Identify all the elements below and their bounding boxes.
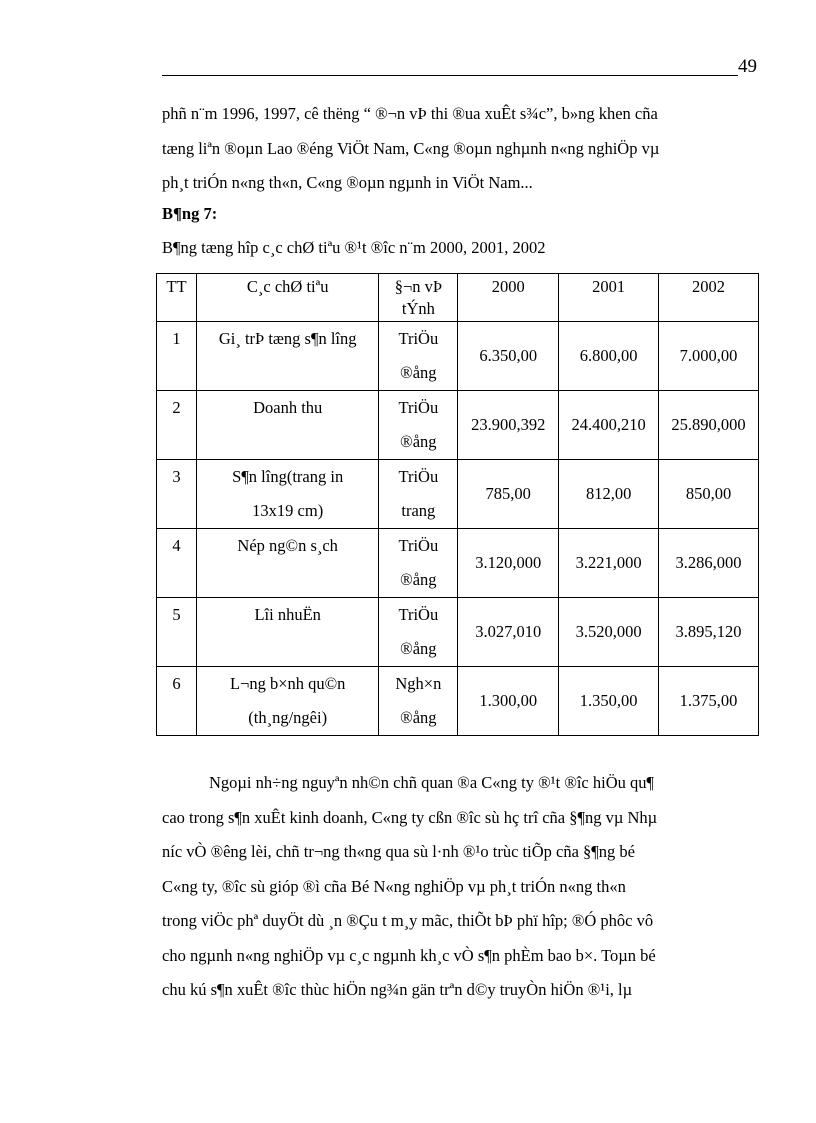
unit-line1: Ngh×n bbox=[395, 674, 442, 693]
cell-unit bbox=[379, 667, 458, 736]
cell-unit bbox=[379, 598, 458, 667]
text-line: ph¸t triÓn n«ng th«n, C«ng ®oµn ngµnh in ViÖt Nam... bbox=[162, 173, 533, 192]
indicator-line2: 13x19 cm) bbox=[252, 501, 324, 520]
cell-2001: 812,00 bbox=[559, 460, 659, 529]
unit-line1: TriÖu bbox=[398, 398, 439, 417]
cell-unit bbox=[379, 322, 458, 391]
cell-2002: 7.000,00 bbox=[659, 322, 759, 391]
header-unit-line2: tÝnh bbox=[401, 299, 435, 318]
header-tt: TT bbox=[157, 274, 197, 322]
table-label: B¶ng 7: bbox=[162, 204, 218, 223]
cell-unit bbox=[379, 460, 458, 529]
table-row bbox=[157, 667, 759, 736]
text-line: Ngoµi nh÷ng nguyªn nh©n chñ quan ®a C«ng ty ®¹t ®îc hiÖu qu¶ bbox=[209, 773, 654, 792]
text-line: tæng liªn ®oµn Lao ®éng ViÖt Nam, C«ng ®oµn nghµnh n«ng nghiÖp vµ bbox=[162, 138, 660, 158]
unit-line2: ®ång bbox=[400, 708, 437, 727]
indicator-line1: S¶n lîng(trang in bbox=[232, 467, 344, 486]
text-line: níc vÒ ®êng lèi, chñ tr¬ng th«ng qua sù l·nh ®¹o trùc tiÕp cña §¶ng bé bbox=[162, 842, 635, 861]
cell-2000: 1.300,00 bbox=[458, 667, 559, 736]
unit-line1: TriÖu bbox=[398, 536, 439, 555]
cell-2000: 3.120,000 bbox=[458, 529, 559, 598]
table-row bbox=[157, 529, 759, 598]
header-unit-line1: §¬n vÞ bbox=[394, 277, 443, 296]
cell-2000: 785,00 bbox=[458, 460, 559, 529]
unit-line2: ®ång bbox=[400, 570, 437, 589]
unit-line2: ®ång bbox=[400, 639, 437, 658]
unit-line1: TriÖu bbox=[398, 605, 439, 624]
cell-2001: 1.350,00 bbox=[559, 667, 659, 736]
table-row bbox=[157, 598, 759, 667]
table-caption: B¶ng tæng hîp c¸c chØ tiªu ®¹t ®îc n¨m 2000, 2001, 2002 bbox=[162, 238, 546, 257]
cell-2002: 1.375,00 bbox=[659, 667, 759, 736]
text-line: phñ n¨m 1996, 1997, cê thëng “ ®¬n vÞ thi ®ua xuÊt s¾c”, b»ng khen cña bbox=[162, 104, 658, 123]
cell-2002: 3.895,120 bbox=[659, 598, 759, 667]
cell-2002: 3.286,000 bbox=[659, 529, 759, 598]
text-line: chu kú s¶n xuÊt ®îc thùc hiÖn ng¾n gän trªn d©y truyÒn hiÖn ®¹i, lµ bbox=[162, 980, 633, 999]
cell-unit bbox=[379, 529, 458, 598]
text-line: C«ng ty, ®îc sù gióp ®ì cña Bé N«ng nghiÖp vµ ph¸t triÓn n«ng th«n bbox=[162, 876, 626, 896]
cell-tt: 3 bbox=[157, 460, 197, 529]
cell-2000: 6.350,00 bbox=[458, 322, 559, 391]
indicator-line1: L¬ng b×nh qu©n bbox=[229, 674, 346, 693]
cell-tt: 4 bbox=[157, 529, 197, 598]
unit-line2: trang bbox=[401, 501, 436, 520]
indicator-line1: Nép ng©n s¸ch bbox=[237, 536, 338, 555]
table-row bbox=[157, 322, 759, 391]
header-2002: 2002 bbox=[659, 274, 759, 322]
cell-2001: 6.800,00 bbox=[559, 322, 659, 391]
cell-2002: 850,00 bbox=[659, 460, 759, 529]
indicators-table bbox=[156, 273, 759, 736]
cell-tt: 6 bbox=[157, 667, 197, 736]
cell-2000: 3.027,010 bbox=[458, 598, 559, 667]
cell-indicator bbox=[196, 391, 379, 460]
cell-indicator bbox=[196, 322, 379, 391]
header-indicator: C¸c chØ tiªu bbox=[196, 274, 379, 322]
unit-line2: ®ång bbox=[400, 363, 437, 382]
table-row bbox=[157, 391, 759, 460]
indicator-line1: Doanh thu bbox=[253, 398, 323, 417]
cell-indicator bbox=[196, 529, 379, 598]
cell-indicator bbox=[196, 598, 379, 667]
header-rule bbox=[162, 75, 738, 76]
table-header-row bbox=[157, 274, 759, 322]
cell-tt: 5 bbox=[157, 598, 197, 667]
text-line: cho ngµnh n«ng nghiÖp vµ c¸c ngµnh kh¸c vÒ s¶n phÈm bao b×. Toµn bé bbox=[162, 945, 656, 965]
cell-2001: 24.400,210 bbox=[559, 391, 659, 460]
cell-2001: 3.520,000 bbox=[559, 598, 659, 667]
cell-indicator bbox=[196, 460, 379, 529]
indicator-line1: Lîi nhuËn bbox=[254, 605, 321, 624]
indicator-line2: (th¸ng/ngêi) bbox=[248, 708, 328, 727]
cell-unit bbox=[379, 391, 458, 460]
page-number: 49 bbox=[738, 56, 757, 77]
cell-2000: 23.900,392 bbox=[458, 391, 559, 460]
header-2000: 2000 bbox=[458, 274, 559, 322]
table-row bbox=[157, 460, 759, 529]
header-2001: 2001 bbox=[559, 274, 659, 322]
header-unit bbox=[379, 274, 458, 322]
cell-2002: 25.890,000 bbox=[659, 391, 759, 460]
indicator-line1: Gi¸ trÞ tæng s¶n lîng bbox=[218, 329, 357, 348]
cell-indicator bbox=[196, 667, 379, 736]
text-line: trong viÖc phª duyÖt dù ¸n ®Çu t m¸y mãc, thiÕt bÞ phï hîp; ®Ó phôc vô bbox=[162, 911, 654, 930]
unit-line1: TriÖu bbox=[398, 329, 439, 348]
cell-tt: 2 bbox=[157, 391, 197, 460]
unit-line1: TriÖu bbox=[398, 467, 439, 486]
unit-line2: ®ång bbox=[400, 432, 437, 451]
text-line: cao trong s¶n xuÊt kinh doanh, C«ng ty cßn ®îc sù hç trî cña §¶ng vµ Nhµ bbox=[162, 807, 658, 827]
cell-tt: 1 bbox=[157, 322, 197, 391]
paragraph-body bbox=[162, 766, 762, 1008]
cell-2001: 3.221,000 bbox=[559, 529, 659, 598]
paragraph-intro bbox=[162, 97, 762, 201]
